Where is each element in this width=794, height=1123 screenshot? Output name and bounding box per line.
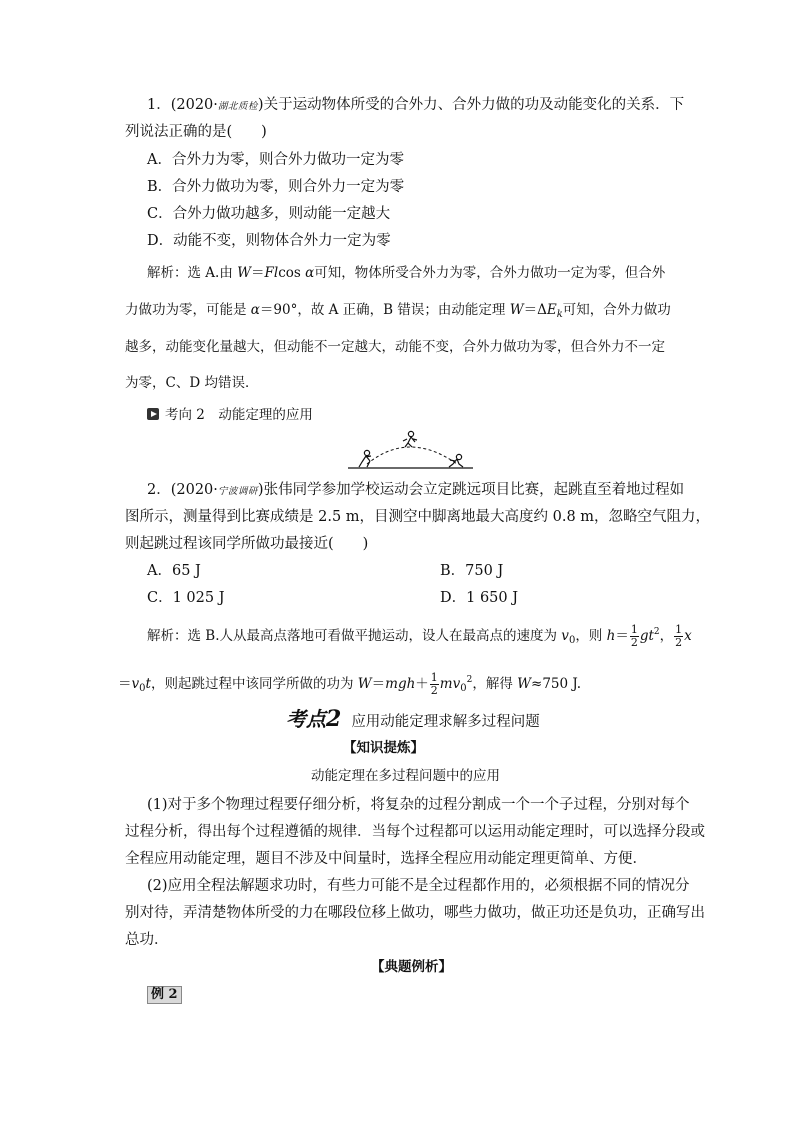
q2-sol-var: x — [684, 628, 692, 644]
q2-sol-var: mgh — [385, 676, 416, 692]
zhishi-p2-line-1: (2)应用全程法解题求功时，有些力可能不是全过程都作用的，必须根据不同的情况分 — [147, 878, 690, 894]
q2-sol-text: ＋ — [415, 676, 429, 692]
q1-solution-line-4: 为零，C、D 均错误． — [125, 375, 259, 391]
q2-sol-var: W — [357, 676, 372, 692]
q2-sol-var: v — [561, 628, 569, 644]
q2-sol-text: ＝ — [118, 676, 132, 692]
q2-sol-subscript: 0 — [139, 683, 146, 694]
trajectory-curve — [367, 447, 457, 464]
q1-sol-text: 可知，物体所受合外力为零，合外力做功一定为零，但合外 — [314, 265, 666, 281]
zhishi-p2-line-2: 别对待，弄清楚物体所受的力在哪段位移上做功，哪些力做功，做正功还是负功，正确写出 — [125, 905, 705, 921]
q1-sol-text: 解析：选 A.由 — [147, 265, 238, 281]
kaodian-title: 应用动能定理求解多过程问题 — [351, 714, 540, 730]
q2-number: 2．(2020· — [147, 482, 218, 498]
q2-source: 宁波调研 — [217, 486, 258, 497]
zhishi-subtitle: 动能定理在多过程问题中的应用 — [311, 768, 500, 784]
q1-sol-var: α — [250, 302, 260, 318]
q2-sol-var: W — [517, 676, 532, 692]
q2-stem-line-1 — [147, 480, 684, 502]
q1-sol-var: W — [509, 302, 524, 318]
q1-stem-line-2: 列说法正确的是( ) — [125, 124, 267, 140]
fraction-one-half — [630, 624, 639, 649]
kaoxiang-label: 考向 2 动能定理的应用 — [165, 407, 313, 423]
q2-stem-line-3: 则起跳过程该同学所做功最接近( ) — [125, 536, 369, 552]
q2-sol-text: ，则 — [575, 628, 607, 644]
q2-sol-text: 解析：选 B.人从最高点落地可看做平抛运动，设人在最高点的速度为 — [147, 628, 562, 644]
q2-sol-var: gt — [639, 628, 654, 644]
q1-solution-line-2 — [125, 300, 671, 325]
zhishi-p1-line-2: 过程分析，得出每个过程遵循的规律．当每个过程都可以运用动能定理时，可以选择分段或 — [125, 824, 705, 840]
q1-sol-subscript: k — [556, 309, 563, 320]
q1-sol-var: E — [546, 302, 557, 318]
q1-sol-var: W — [237, 265, 252, 281]
jumper-start-icon — [359, 450, 371, 467]
fraction-denominator: 2 — [675, 636, 683, 649]
zhishi-p1-line-3: 全程应用动能定理，题目不涉及中间量时，选择全程应用动能定理更简单、方便． — [125, 851, 647, 867]
q1-sol-var: α — [305, 265, 315, 281]
q1-sol-text: cos — [278, 265, 306, 281]
q2-option-c: C．1 025 J — [147, 590, 225, 606]
q2-stem-line-2: 图所示，测量得到比赛成绩是 2.5 m，目测空中脚离地最大高度约 0.8 m，忽略空气阻力， — [125, 509, 711, 525]
q2-sol-subscript: 0 — [568, 635, 576, 646]
q2-sol-var: h — [606, 628, 616, 644]
fraction-numerator: 1 — [675, 623, 683, 636]
kaodian-number: 2 — [326, 706, 342, 732]
example-2-row — [147, 984, 182, 1004]
q1-option-a: A．合外力为零，则合外力做功一定为零 — [147, 152, 404, 168]
play-icon — [147, 408, 159, 420]
q1-solution-line-3: 越多，动能变化量越大，但动能不一定越大，动能不变，合外力做功为零，但合外力不一定 — [125, 339, 665, 355]
q1-source: 湖北质检 — [217, 101, 258, 112]
q2-sol-text: ≈750 J. — [531, 676, 582, 692]
fraction-one-half — [430, 672, 439, 697]
q2-option-d: D．1 650 J — [440, 590, 519, 606]
q1-sol-text: ＝Δ — [523, 302, 547, 318]
q2-sol-superscript: 2 — [466, 675, 473, 685]
jumper-top-icon — [403, 431, 417, 447]
fraction-numerator: 1 — [630, 623, 638, 636]
zhishi-header: 【知识提炼】 — [343, 740, 424, 756]
q2-option-a: A．65 J — [147, 563, 201, 579]
q1-option-b: B．合外力做功为零，则合外力一定为零 — [147, 179, 405, 195]
q2-sol-text: ，则起跳过程中该同学所做的功为 — [150, 676, 358, 692]
q2-sol-text: ＝ — [615, 628, 629, 644]
q1-stem-a: )关于运动物体所受的合外力、合外力做的功及动能变化的关系．下 — [257, 97, 685, 113]
q1-sol-text: 力做功为零，可能是 — [125, 302, 251, 318]
kaodian-heading — [286, 706, 540, 735]
q2-solution-line-2 — [118, 670, 581, 699]
fraction-one-half — [674, 624, 683, 649]
q1-option-d: D．动能不变，则物体合外力一定为零 — [147, 233, 391, 249]
q2-sol-var: mv — [439, 676, 461, 692]
zhishi-p1-line-1: (1)对于多个物理过程要仔细分析，将复杂的过程分割成一个一个子过程，分别对每个 — [147, 797, 690, 813]
kaodian-label: 考点 — [286, 707, 326, 731]
q1-sol-text: 可知，合外力做功 — [562, 302, 671, 318]
q2-sol-var: v — [131, 676, 140, 692]
example-badge: 例 2 — [147, 986, 182, 1004]
fraction-denominator: 2 — [630, 636, 638, 649]
dianti-header: 【典题例析】 — [371, 959, 452, 975]
q2-solution-line-1 — [147, 622, 692, 651]
q1-stem-line-1 — [147, 95, 684, 117]
zhishi-p2-line-3: 总功． — [125, 932, 169, 948]
q2-sol-superscript: 2 — [653, 627, 660, 637]
q2-sol-text: ，解得 — [472, 676, 518, 692]
kaoxiang-heading — [147, 405, 313, 425]
q2-sol-subscript: 0 — [460, 683, 467, 694]
q2-option-b: B．750 J — [440, 563, 504, 579]
q1-sol-text: ＝ — [251, 265, 265, 281]
q1-sol-var: Fl — [264, 265, 279, 281]
q1-option-c: C．合外力做功越多，则动能一定越大 — [147, 206, 391, 222]
q1-sol-text: ＝90°，故 A 正确，B 错误；由动能定理 — [259, 302, 510, 318]
q2-sol-text: ＝ — [371, 676, 386, 692]
long-jump-figure — [345, 428, 477, 472]
q1-solution-line-1 — [147, 263, 665, 283]
q2-sol-var: t — [145, 676, 151, 692]
q2-sol-text: ， — [659, 628, 674, 644]
q1-number: 1．(2020· — [147, 97, 218, 113]
jumper-landing-icon — [449, 454, 463, 467]
q2-stem-a: )张伟同学参加学校运动会立定跳远项目比赛，起跳直至着地过程如 — [257, 482, 685, 498]
fraction-numerator: 1 — [430, 671, 438, 684]
fraction-denominator: 2 — [430, 684, 438, 697]
